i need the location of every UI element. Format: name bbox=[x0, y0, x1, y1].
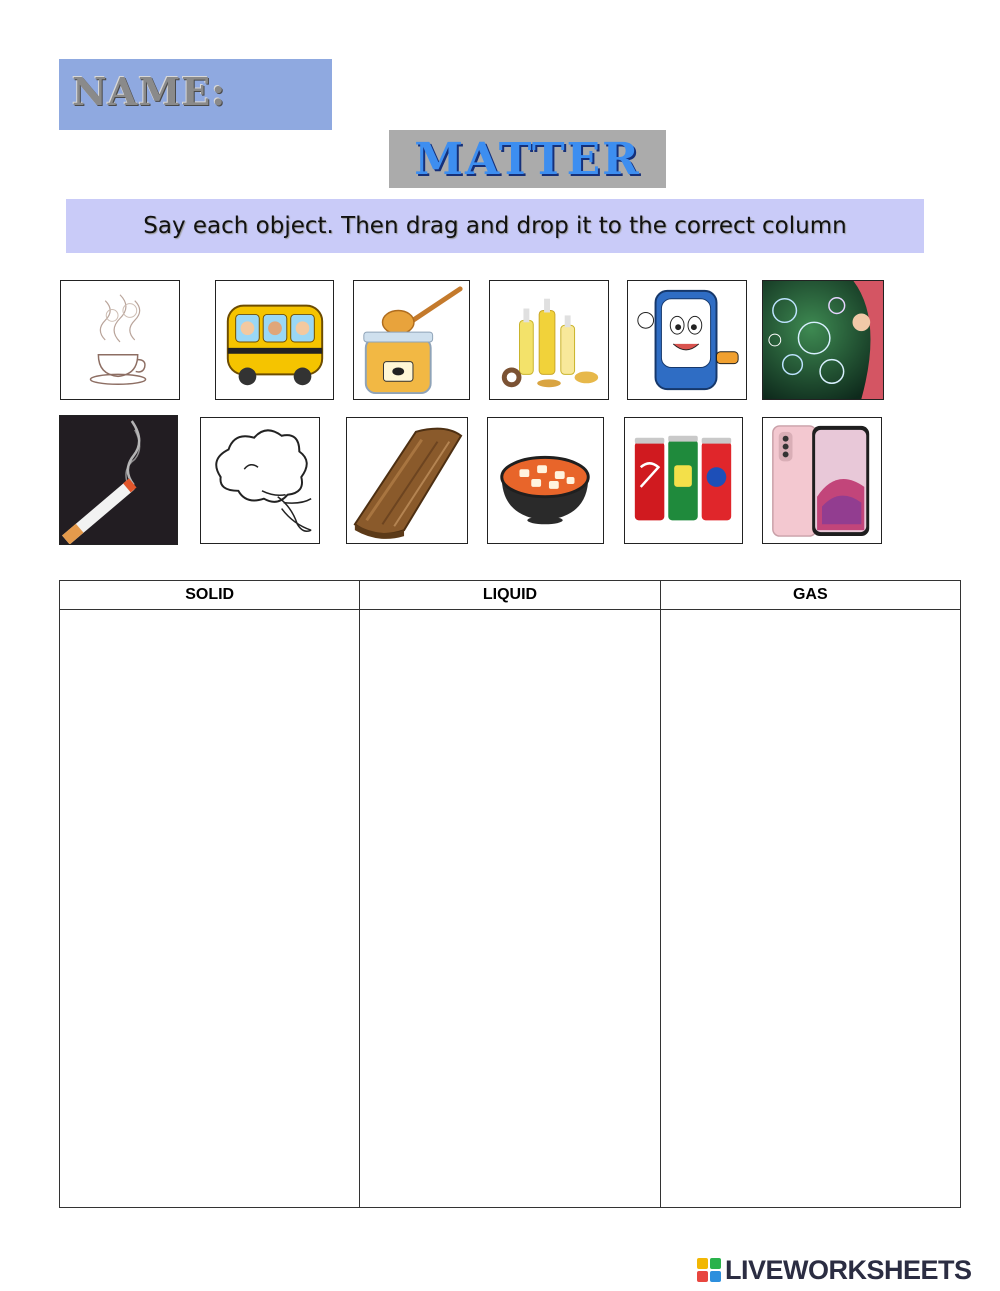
cooking-oil-bottles-icon[interactable] bbox=[489, 280, 609, 400]
title-box bbox=[389, 130, 666, 188]
soup-bowl-icon[interactable] bbox=[487, 417, 604, 544]
instruction-box bbox=[66, 199, 924, 253]
honey-jar-icon[interactable] bbox=[353, 280, 470, 400]
soap-bubbles-icon[interactable] bbox=[762, 280, 884, 400]
smartphone-icon[interactable] bbox=[762, 417, 882, 544]
blowing-air-cloud-icon[interactable] bbox=[200, 417, 320, 544]
instruction-text: Say each object. Then drag and drop it to the correct column bbox=[143, 213, 847, 239]
drop-zone-solid[interactable] bbox=[60, 610, 360, 1208]
logo-blocks-icon bbox=[697, 1258, 721, 1282]
column-header-liquid: LIQUID bbox=[360, 581, 660, 610]
air-pump-icon[interactable] bbox=[627, 280, 747, 400]
column-header-solid: SOLID bbox=[60, 581, 360, 610]
drop-zone-gas[interactable] bbox=[660, 610, 960, 1208]
sorting-table bbox=[59, 580, 961, 1208]
liveworksheets-logo[interactable] bbox=[697, 1254, 972, 1286]
steaming-cup-icon[interactable] bbox=[60, 280, 180, 400]
page-title: MATTER bbox=[414, 133, 641, 185]
school-bus-icon[interactable] bbox=[215, 280, 334, 400]
brand-name: LIVEWORKSHEETS bbox=[725, 1254, 972, 1285]
name-box bbox=[59, 59, 332, 130]
name-label: NAME: bbox=[72, 69, 227, 114]
cigarette-smoke-icon[interactable] bbox=[59, 415, 178, 545]
soda-cans-icon[interactable] bbox=[624, 417, 743, 544]
wooden-plank-icon[interactable] bbox=[346, 417, 468, 544]
drop-zone-liquid[interactable] bbox=[360, 610, 660, 1208]
column-header-gas: GAS bbox=[660, 581, 960, 610]
